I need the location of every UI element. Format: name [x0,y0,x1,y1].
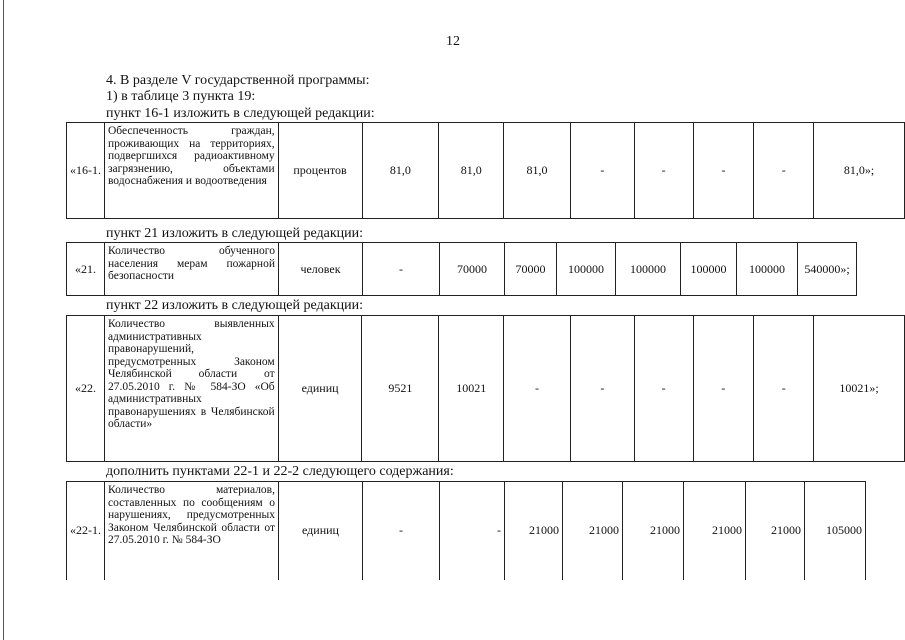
row-value-2: 10021 [439,316,504,462]
table-row-16-1 [66,122,905,219]
table-row-21 [66,242,857,296]
row-unit: единиц [279,482,363,580]
row-value-6: 21000 [684,482,746,580]
row-value-6: 100000 [681,243,737,296]
row-value-4: - [570,123,634,219]
row-unit: человек [279,243,363,296]
row-value-3: 21000 [505,482,563,580]
row-value-1: - [363,243,440,296]
row-value-5: - [634,316,693,462]
row-value-5: - [634,123,693,219]
row-value-5: 100000 [616,243,681,296]
amendment-heading: 4. В разделе V государственной программы: [106,73,370,88]
row-id: «21. [67,243,105,296]
row-value-1: 9521 [362,316,439,462]
row-value-3: - [504,316,571,462]
row-value-total: 10021»; [814,316,905,462]
table-row [67,316,905,462]
row-value-7: 21000 [746,482,805,580]
row-description: Количество обученного населения мерам пожарной безопасности [105,243,279,296]
row-value-4: 100000 [557,243,616,296]
row-value-1: 81,0 [362,123,439,219]
row-value-total: 540000»; [798,243,857,296]
section-intro-22-1: дополнить пунктами 22-1 и 22-2 следующего содержания: [106,464,454,479]
page-left-border [3,0,4,640]
section-intro-21: пункт 21 изложить в следующей редакции: [106,226,363,241]
row-unit: единиц [278,316,362,462]
row-description: Количество выявленных административных правонарушений, предусмотренных Законом Челябинской области от 27.05.2010 г. № 584-ЗО «Об административных правонарушениях в Челябинской области» [104,316,278,462]
row-value-total: 105000 [805,482,866,580]
row-value-4: 21000 [563,482,623,580]
row-unit: процентов [278,123,362,219]
page-number: 12 [446,34,460,49]
section-intro-22: пункт 22 изложить в следующей редакции: [106,298,363,313]
row-value-6: - [693,316,754,462]
row-value-7: - [754,316,814,462]
row-value-2: - [440,482,505,580]
row-value-4: - [570,316,634,462]
row-id: «16-1. [67,123,105,219]
table-row-22-1 [66,481,866,580]
row-id: «22-1. [67,482,105,580]
row-value-5: 21000 [623,482,684,580]
section-intro-16-1: пункт 16-1 изложить в следующей редакции: [106,106,375,121]
row-description: Количество материалов, составленных по сообщениям о нарушениях, предусмотренных Законом Челябинской области от 27.05.2010 г. № 584-ЗО [105,482,279,580]
amendment-subheading: 1) в таблице 3 пункта 19: [106,89,256,104]
row-value-3: 81,0 [504,123,571,219]
row-value-2: 81,0 [439,123,504,219]
table-row [67,123,905,219]
row-value-total: 81,0»; [814,123,905,219]
row-value-6: - [693,123,754,219]
table-row [67,482,866,580]
row-value-3: 70000 [505,243,557,296]
table-row [67,243,857,296]
row-description: Обеспеченность граждан, проживающих на территориях, подвергшихся радиоактивному загрязнению, объектами водоснабжения и водоотведения [104,123,278,219]
row-id: «22. [67,316,105,462]
row-value-2: 70000 [440,243,505,296]
row-value-7: - [754,123,814,219]
table-row-22 [66,315,905,462]
row-value-7: 100000 [737,243,798,296]
row-value-1: - [363,482,440,580]
